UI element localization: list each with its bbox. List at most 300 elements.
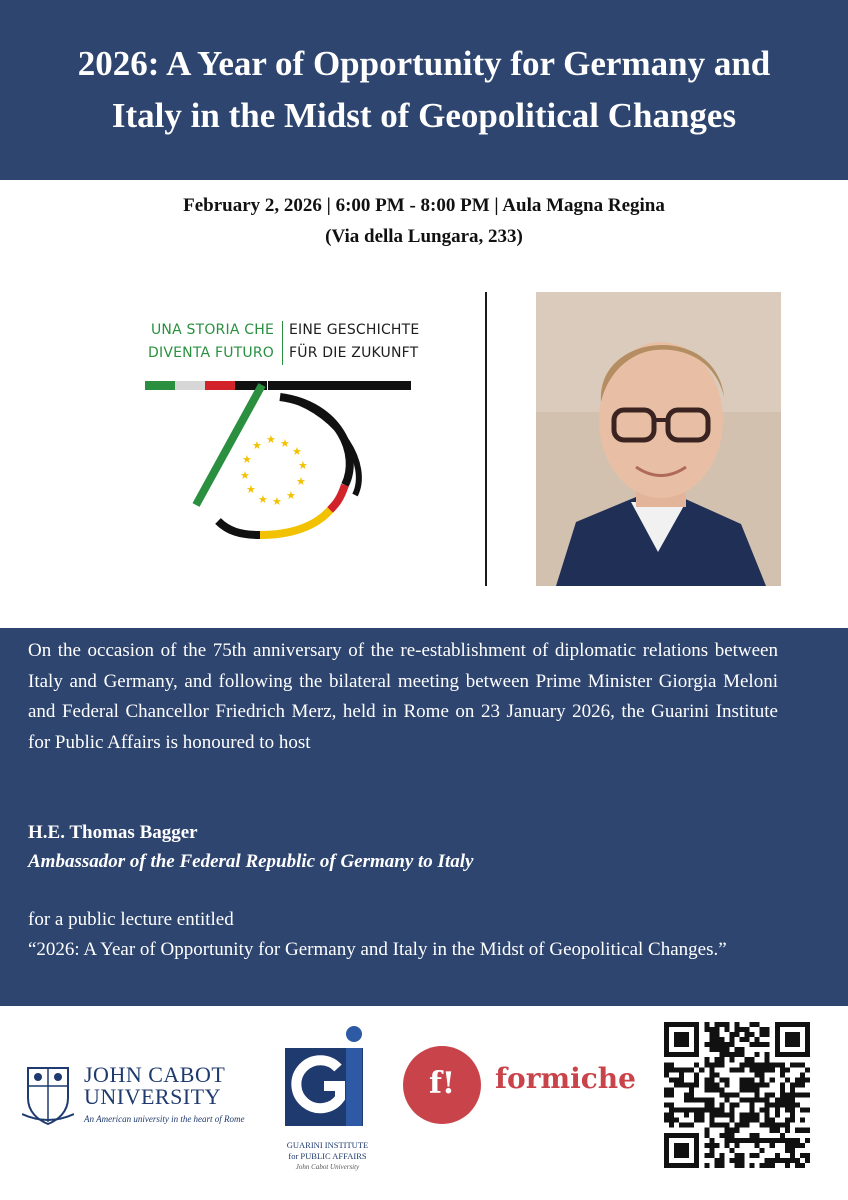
qr-module <box>694 1072 699 1077</box>
qr-module <box>795 1143 800 1148</box>
qr-module <box>724 1077 729 1082</box>
qr-module <box>805 1138 810 1143</box>
qr-module <box>750 1108 755 1113</box>
qr-module <box>724 1042 729 1047</box>
qr-module <box>704 1027 709 1032</box>
qr-module <box>750 1087 755 1092</box>
qr-module <box>745 1113 750 1118</box>
qr-module <box>755 1092 760 1097</box>
qr-module <box>704 1103 709 1108</box>
qr-module <box>765 1108 770 1113</box>
five-top-bar <box>268 381 411 390</box>
qr-module <box>704 1128 709 1133</box>
qr-module <box>765 1138 770 1143</box>
qr-module <box>775 1138 780 1143</box>
qr-module <box>785 1138 790 1143</box>
qr-module <box>704 1108 709 1113</box>
qr-module <box>780 1072 785 1077</box>
qr-module <box>734 1138 739 1143</box>
qr-module <box>755 1087 760 1092</box>
qr-module <box>674 1108 679 1113</box>
qr-module <box>765 1032 770 1037</box>
star-1: ★ <box>266 433 276 446</box>
qr-module <box>785 1118 790 1123</box>
qr-module <box>719 1052 724 1057</box>
qr-module <box>704 1042 709 1047</box>
qr-module <box>780 1067 785 1072</box>
qr-module <box>709 1123 714 1128</box>
qr-module <box>679 1072 684 1077</box>
qr-module <box>719 1062 724 1067</box>
qr-module <box>664 1118 669 1123</box>
qr-module <box>750 1098 755 1103</box>
qr-module <box>755 1138 760 1143</box>
qr-module <box>664 1067 669 1072</box>
qr-module <box>745 1123 750 1128</box>
qr-module <box>714 1022 719 1027</box>
qr-module <box>750 1153 755 1158</box>
qr-module <box>770 1163 775 1168</box>
qr-module <box>709 1042 714 1047</box>
qr-module <box>780 1133 785 1138</box>
qr-module <box>750 1032 755 1037</box>
qr-module <box>719 1113 724 1118</box>
qr-module <box>745 1082 750 1087</box>
qr-module <box>770 1143 775 1148</box>
qr-module <box>689 1123 694 1128</box>
qr-module <box>740 1077 745 1082</box>
star-11: ★ <box>242 453 252 466</box>
qr-module <box>760 1067 765 1072</box>
formiche-badge: f! <box>403 1046 481 1124</box>
flag-green-bar <box>145 381 175 390</box>
qr-module <box>709 1082 714 1087</box>
qr-module <box>689 1098 694 1103</box>
eu-stars <box>240 433 308 508</box>
qr-module <box>790 1158 795 1163</box>
qr-module <box>689 1108 694 1113</box>
event-title: 2026: A Year of Opportunity for Germany and Italy in the Midst of Geopolitical Changes <box>77 44 771 135</box>
qr-module <box>694 1082 699 1087</box>
qr-module <box>719 1042 724 1047</box>
qr-module <box>765 1052 770 1057</box>
qr-module <box>740 1113 745 1118</box>
qr-module <box>734 1123 739 1128</box>
qr-module <box>745 1118 750 1123</box>
qr-module <box>719 1037 724 1042</box>
qr-module <box>800 1153 805 1158</box>
qr-module <box>704 1153 709 1158</box>
qr-module <box>740 1118 745 1123</box>
qr-module <box>734 1027 739 1032</box>
qr-module <box>709 1067 714 1072</box>
five-bowl-gold <box>260 510 330 535</box>
qr-module <box>734 1047 739 1052</box>
qr-module <box>724 1123 729 1128</box>
qr-module <box>724 1138 729 1143</box>
qr-finder <box>674 1032 689 1047</box>
vertical-divider <box>485 292 487 586</box>
qr-module <box>775 1128 780 1133</box>
qr-module <box>699 1113 704 1118</box>
qr-module <box>729 1118 734 1123</box>
qr-module <box>694 1108 699 1113</box>
qr-module <box>734 1092 739 1097</box>
five-tail <box>218 521 260 535</box>
star-5: ★ <box>296 475 306 488</box>
qr-module <box>709 1143 714 1148</box>
qr-module <box>704 1143 709 1148</box>
qr-module <box>755 1113 760 1118</box>
qr-module <box>780 1158 785 1163</box>
qr-module <box>750 1118 755 1123</box>
qr-module <box>734 1067 739 1072</box>
qr-module <box>795 1092 800 1097</box>
qr-module <box>800 1108 805 1113</box>
qr-module <box>740 1098 745 1103</box>
qr-module <box>689 1082 694 1087</box>
qr-module <box>805 1092 810 1097</box>
qr-module <box>795 1138 800 1143</box>
qr-module <box>719 1133 724 1138</box>
qr-module <box>694 1113 699 1118</box>
qr-module <box>805 1158 810 1163</box>
qr-module <box>664 1062 669 1067</box>
qr-module <box>800 1128 805 1133</box>
qr-module <box>780 1103 785 1108</box>
qr-module <box>704 1057 709 1062</box>
qr-module <box>669 1062 674 1067</box>
qr-module <box>775 1113 780 1118</box>
qr-module <box>755 1022 760 1027</box>
qr-module <box>719 1108 724 1113</box>
qr-module <box>780 1087 785 1092</box>
qr-module <box>770 1067 775 1072</box>
qr-module <box>714 1062 719 1067</box>
qr-module <box>750 1057 755 1062</box>
formiche-logo <box>403 1046 648 1126</box>
qr-module <box>755 1072 760 1077</box>
qr-module <box>699 1118 704 1123</box>
seventy-five-mark <box>140 375 420 575</box>
intro-paragraph: On the occasion of the 75th anniversary of the re-establishment of diplomatic relations between Italy and Germany, and following the bilateral meeting between Prime Minister Giorgia Meloni and Federal Chancellor Friedrich Merz, held in Rome on 23 January 2026, the Guarini Institute for Public Affairs is honoured to host <box>28 640 778 753</box>
qr-module <box>805 1108 810 1113</box>
qr-module <box>719 1047 724 1052</box>
qr-module <box>719 1163 724 1168</box>
qr-module <box>709 1138 714 1143</box>
qr-module <box>795 1082 800 1087</box>
qr-module <box>775 1123 780 1128</box>
qr-module <box>755 1037 760 1042</box>
qr-module <box>745 1027 750 1032</box>
qr-module <box>669 1087 674 1092</box>
qr-module <box>679 1067 684 1072</box>
qr-module <box>765 1103 770 1108</box>
qr-module <box>699 1108 704 1113</box>
qr-module <box>694 1118 699 1123</box>
qr-module <box>740 1082 745 1087</box>
qr-module <box>729 1138 734 1143</box>
qr-module <box>745 1077 750 1082</box>
qr-module <box>719 1103 724 1108</box>
qr-module <box>765 1057 770 1062</box>
qr-module <box>719 1158 724 1163</box>
qr-module <box>790 1103 795 1108</box>
qr-module <box>724 1133 729 1138</box>
star-9: ★ <box>246 483 256 496</box>
qr-module <box>795 1158 800 1163</box>
qr-module <box>714 1042 719 1047</box>
qr-module <box>770 1118 775 1123</box>
qr-module <box>734 1032 739 1037</box>
qr-module <box>724 1128 729 1133</box>
qr-module <box>709 1098 714 1103</box>
qr-module <box>684 1113 689 1118</box>
qr-module <box>694 1062 699 1067</box>
qr-module <box>760 1098 765 1103</box>
qr-module <box>745 1057 750 1062</box>
qr-module <box>765 1067 770 1072</box>
anniversary-75-logo <box>140 315 420 585</box>
portrait-illustration <box>536 292 781 586</box>
qr-module <box>714 1143 719 1148</box>
qr-module <box>729 1103 734 1108</box>
qr-module <box>780 1138 785 1143</box>
qr-module <box>729 1133 734 1138</box>
qr-module <box>709 1032 714 1037</box>
qr-module <box>709 1047 714 1052</box>
qr-module <box>750 1067 755 1072</box>
event-details <box>0 190 848 252</box>
qr-module <box>684 1123 689 1128</box>
qr-module <box>795 1128 800 1133</box>
qr-module <box>760 1148 765 1153</box>
qr-module <box>785 1067 790 1072</box>
speaker-role: Ambassador of the Federal Republic of Germany to Italy <box>28 851 474 872</box>
qr-module <box>765 1027 770 1032</box>
qr-module <box>724 1113 729 1118</box>
qr-module <box>765 1118 770 1123</box>
qr-module <box>684 1092 689 1097</box>
qr-module <box>770 1092 775 1097</box>
qr-module <box>775 1158 780 1163</box>
qr-module <box>729 1067 734 1072</box>
guarini-line3: John Cabot University <box>295 1163 360 1171</box>
qr-module <box>800 1143 805 1148</box>
qr-module <box>785 1098 790 1103</box>
qr-module <box>714 1087 719 1092</box>
qr-module <box>750 1077 755 1082</box>
qr-module <box>734 1052 739 1057</box>
qr-finder <box>785 1032 800 1047</box>
qr-module <box>704 1133 709 1138</box>
qr-module <box>674 1077 679 1082</box>
star-8: ★ <box>258 493 268 506</box>
qr-module <box>674 1118 679 1123</box>
qr-module <box>699 1067 704 1072</box>
qr-module <box>664 1113 669 1118</box>
qr-module <box>760 1082 765 1087</box>
qr-module <box>760 1077 765 1082</box>
qr-module <box>775 1103 780 1108</box>
qr-module <box>714 1057 719 1062</box>
qr-module <box>745 1087 750 1092</box>
speaker-name: H.E. Thomas Bagger <box>28 822 198 843</box>
qr-module <box>805 1077 810 1082</box>
guarini-line1: GUARINI INSTITUTE <box>286 1140 369 1150</box>
qr-module <box>780 1062 785 1067</box>
qr-module <box>765 1092 770 1097</box>
qr-module <box>709 1148 714 1153</box>
qr-module <box>740 1138 745 1143</box>
qr-module <box>780 1092 785 1097</box>
qr-module <box>760 1072 765 1077</box>
jcu-crest-icon <box>22 1064 74 1126</box>
qr-module <box>734 1022 739 1027</box>
qr-module <box>664 1087 669 1092</box>
qr-module <box>714 1158 719 1163</box>
logo-italian-line1: UNA STORIA CHE <box>150 322 274 338</box>
qr-module <box>714 1108 719 1113</box>
qr-module <box>704 1163 709 1168</box>
logo-german-text <box>289 319 419 365</box>
qr-module <box>724 1027 729 1032</box>
qr-module <box>724 1052 729 1057</box>
qr-module <box>729 1108 734 1113</box>
qr-module <box>734 1158 739 1163</box>
qr-module <box>740 1087 745 1092</box>
qr-module <box>679 1077 684 1082</box>
qr-module <box>734 1163 739 1168</box>
qr-module <box>775 1108 780 1113</box>
qr-module <box>709 1072 714 1077</box>
star-3: ★ <box>292 445 302 458</box>
qr-module <box>724 1092 729 1097</box>
qr-module <box>729 1052 734 1057</box>
qr-module <box>765 1098 770 1103</box>
qr-code[interactable] <box>664 1022 810 1168</box>
qr-module <box>745 1098 750 1103</box>
qr-module <box>750 1113 755 1118</box>
logo-german-line1: EINE GESCHICHTE <box>289 322 420 338</box>
five-bowl-red <box>330 485 345 510</box>
logo-german-line2: FÜR DIE ZUKUNFT <box>289 345 419 361</box>
qr-module <box>790 1087 795 1092</box>
qr-module <box>790 1118 795 1123</box>
qr-module <box>760 1042 765 1047</box>
qr-module <box>714 1037 719 1042</box>
star-2: ★ <box>280 437 290 450</box>
logo-italian-text <box>146 319 274 365</box>
qr-module <box>765 1163 770 1168</box>
qr-module <box>684 1098 689 1103</box>
qr-module <box>785 1077 790 1082</box>
qr-module <box>729 1042 734 1047</box>
qr-module <box>790 1108 795 1113</box>
qr-module <box>760 1138 765 1143</box>
qr-module <box>790 1153 795 1158</box>
qr-module <box>729 1148 734 1153</box>
qr-module <box>669 1123 674 1128</box>
qr-module <box>760 1027 765 1032</box>
qr-module <box>755 1133 760 1138</box>
qr-module <box>740 1062 745 1067</box>
qr-module <box>699 1098 704 1103</box>
qr-module <box>775 1153 780 1158</box>
qr-module <box>684 1067 689 1072</box>
qr-module <box>740 1037 745 1042</box>
jcu-name-line1: JOHN CABOT <box>84 1062 226 1087</box>
qr-module <box>765 1082 770 1087</box>
qr-module <box>800 1082 805 1087</box>
qr-module <box>734 1143 739 1148</box>
qr-module <box>750 1042 755 1047</box>
qr-module <box>770 1123 775 1128</box>
qr-module <box>734 1128 739 1133</box>
qr-module <box>709 1108 714 1113</box>
qr-module <box>750 1163 755 1168</box>
qr-module <box>790 1138 795 1143</box>
qr-module <box>664 1072 669 1077</box>
guarini-line2: for PUBLIC AFFAIRS <box>288 1151 367 1161</box>
event-address: (Via della Lungara, 233) <box>325 226 523 247</box>
qr-module <box>800 1077 805 1082</box>
qr-module <box>805 1067 810 1072</box>
qr-module <box>740 1123 745 1128</box>
qr-module <box>689 1067 694 1072</box>
jcu-name <box>84 1064 225 1108</box>
qr-module <box>750 1022 755 1027</box>
qr-module <box>785 1158 790 1163</box>
qr-module <box>719 1022 724 1027</box>
qr-module <box>740 1027 745 1032</box>
qr-module <box>724 1143 729 1148</box>
qr-module <box>785 1163 790 1168</box>
qr-module <box>669 1108 674 1113</box>
qr-module <box>664 1092 669 1097</box>
qr-module <box>755 1082 760 1087</box>
guarini-gi-icon <box>280 1026 375 1138</box>
qr-module <box>800 1118 805 1123</box>
qr-module <box>709 1153 714 1158</box>
qr-module <box>729 1092 734 1097</box>
jcu-logo <box>22 1064 252 1134</box>
qr-module <box>719 1077 724 1082</box>
qr-module <box>785 1092 790 1097</box>
qr-module <box>785 1108 790 1113</box>
qr-module <box>689 1092 694 1097</box>
star-4: ★ <box>298 459 308 472</box>
qr-module <box>719 1087 724 1092</box>
qr-module <box>709 1118 714 1123</box>
qr-module <box>745 1037 750 1042</box>
qr-module <box>719 1057 724 1062</box>
flag-white-bar <box>175 381 205 390</box>
qr-module <box>734 1103 739 1108</box>
qr-module <box>755 1143 760 1148</box>
qr-module <box>724 1047 729 1052</box>
qr-module <box>800 1092 805 1097</box>
qr-module <box>745 1062 750 1067</box>
qr-module <box>709 1103 714 1108</box>
qr-module <box>740 1052 745 1057</box>
qr-module <box>785 1123 790 1128</box>
qr-module <box>750 1062 755 1067</box>
qr-module <box>719 1123 724 1128</box>
qr-module <box>765 1158 770 1163</box>
description-panel <box>0 628 848 1006</box>
qr-module <box>755 1153 760 1158</box>
